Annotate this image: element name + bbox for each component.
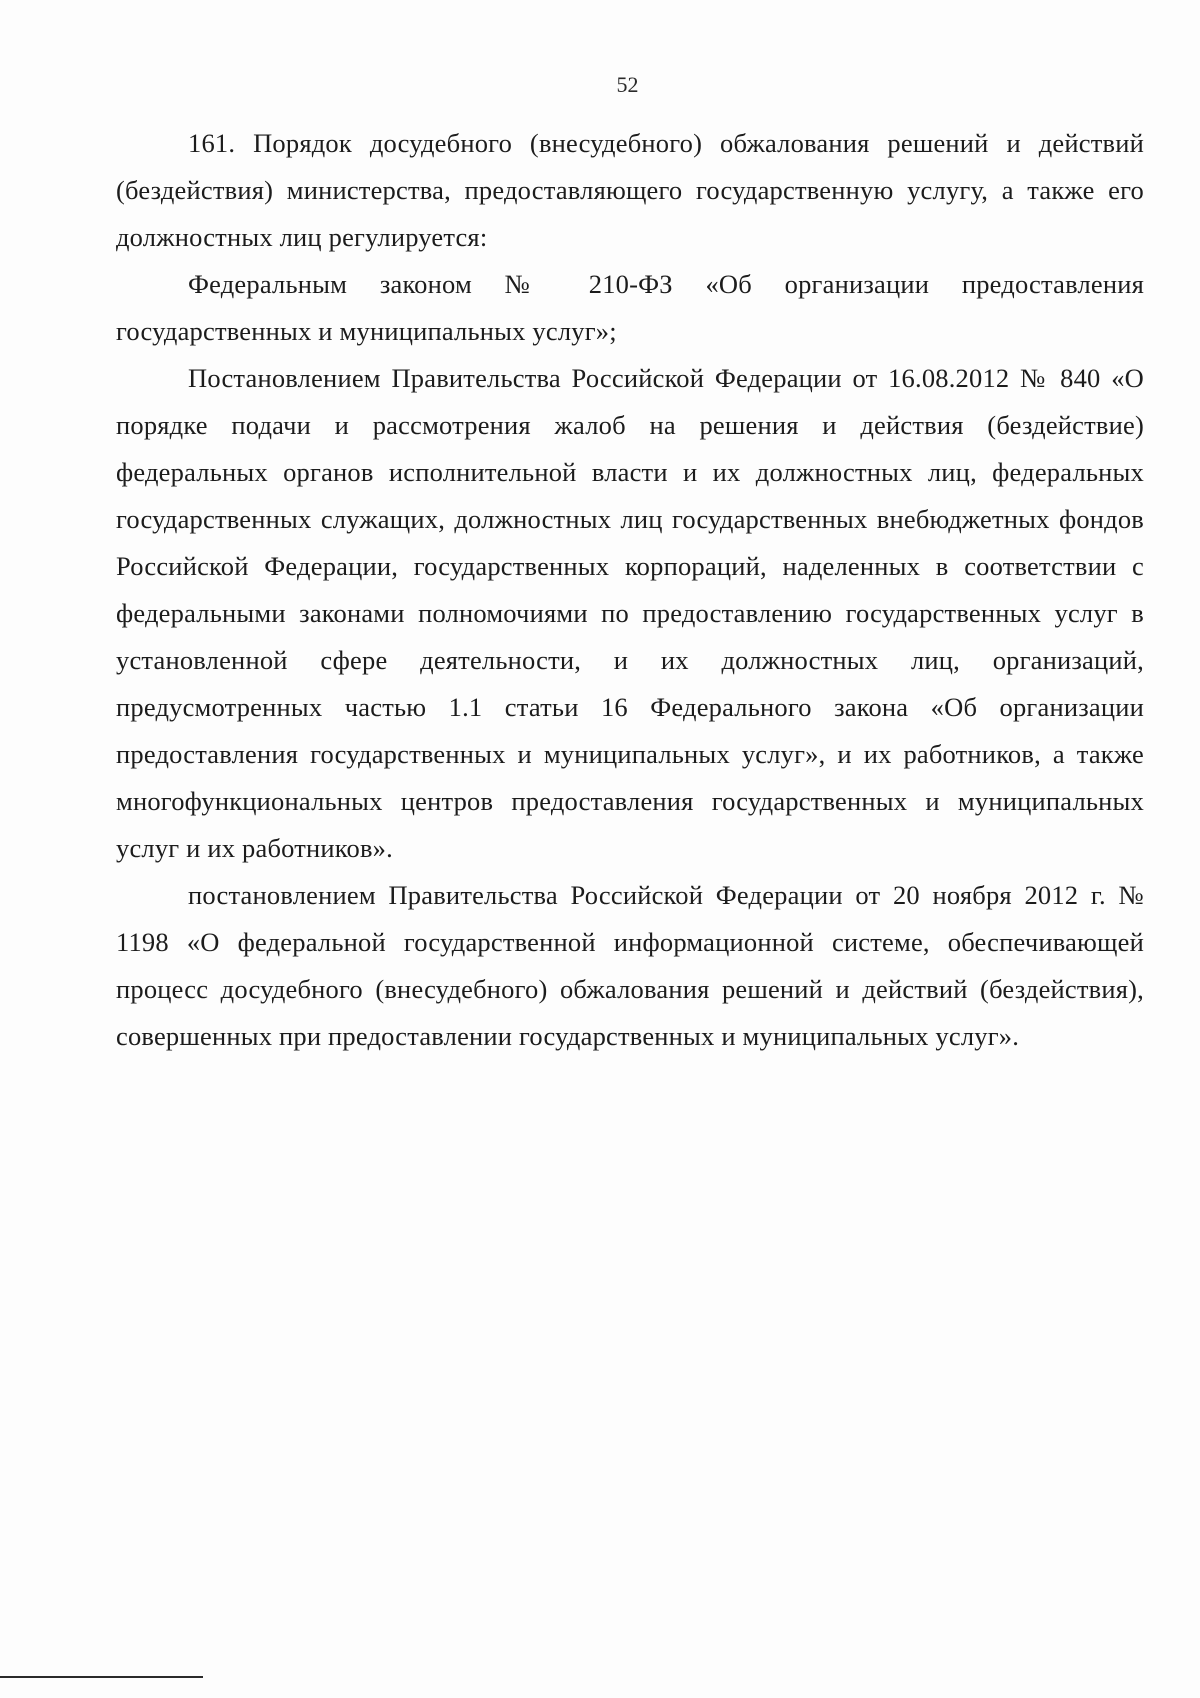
document-body: [116, 120, 1144, 1060]
paragraph-federal-law-210: Федеральным законом № 210-ФЗ «Об организации предоставления государственных и муниципальных услуг»;: [116, 269, 1144, 346]
footer-divider: [0, 1676, 203, 1678]
page-number: 52: [616, 72, 639, 97]
paragraph-item-161: 161. Порядок досудебного (внесудебного) обжалования решений и действий (бездействия) министерства, предоставляющего государственную услугу, а также его должностных лиц регулируется:: [116, 128, 1144, 252]
paragraph-resolution-840: Постановлением Правительства Российской Федерации от 16.08.2012 № 840 «О порядке подачи и рассмотрения жалоб на решения и действия (бездействие) федеральных органов исполнительной власти и их должностных лиц, федеральных государственных служащих, должностных лиц государственных внебюджетных фондов Российской Федерации, государственных корпораций, наделенных в соответствии с федеральными законами полномочиями по предоставлению государственных услуг в установленной сфере деятельности, и их должностных лиц, организаций, предусмотренных частью 1.1 статьи 16 Федерального закона «Об организации предоставления государственных и муниципальных услуг», и их работников, а также многофункциональных центров предоставления государственных и муниципальных услуг и их работников».: [116, 363, 1144, 863]
paragraph-resolution-1198: постановлением Правительства Российской Федерации от 20 ноября 2012 г. № 1198 «О федеральной государственной информационной системе, обеспечивающей процесс досудебного (внесудебного) обжалования решений и действий (бездействия), совершенных при предоставлении государственных и муниципальных услуг».: [116, 880, 1144, 1051]
